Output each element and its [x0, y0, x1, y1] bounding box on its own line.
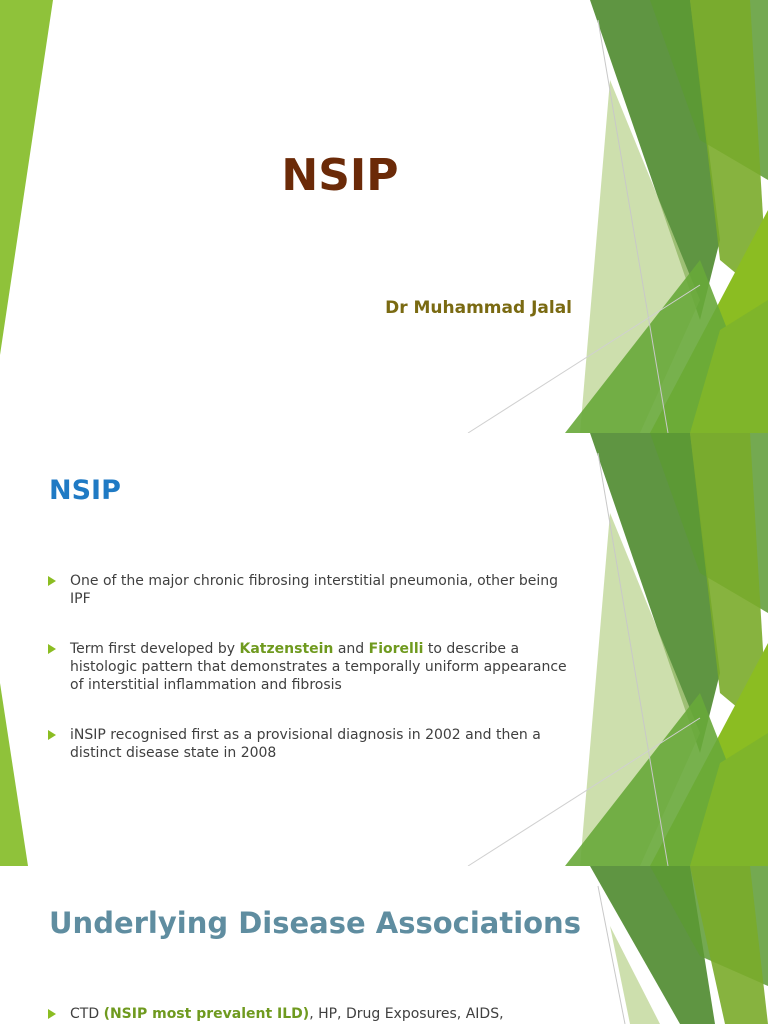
list-item — [48, 726, 568, 762]
bullet-text: CTD — [70, 1006, 104, 1022]
green-facet-decoration — [0, 0, 768, 433]
slide-heading: Underlying Disease Associations — [49, 906, 581, 940]
triangle-bullet-icon — [48, 644, 56, 654]
triangle-bullet-icon — [48, 576, 56, 586]
list-item — [48, 572, 568, 608]
author-name: Dr Muhammad Jalal — [385, 298, 572, 318]
bullet-text: iNSIP recognised first as a provisional diagnosis in 2002 and then a distinct disease state in 2008 — [70, 727, 541, 761]
bullet-text: One of the major chronic fibrosing interstitial pneumonia, other being IPF — [70, 573, 558, 607]
bullet-text: to describe a histologic pattern that demonstrates a temporally uniform appearance of interstitial inflammation and fibrosis — [70, 641, 567, 693]
list-item — [48, 1005, 568, 1023]
triangle-bullet-icon — [48, 730, 56, 740]
triangle-bullet-icon — [48, 1009, 56, 1019]
bullet-text: , HP, Drug Exposures, AIDS, — [309, 1006, 504, 1022]
bullet-text: Term first developed by — [70, 641, 240, 657]
list-item — [48, 640, 568, 694]
presentation-title: NSIP — [281, 150, 399, 201]
highlight-note: (NSIP most prevalent ILD) — [103, 1006, 310, 1022]
bullet-list — [48, 1005, 568, 1023]
green-facet-decoration — [0, 866, 768, 1024]
bullet-text: and — [333, 641, 369, 657]
bullet-list — [48, 572, 568, 762]
disease-associations-slide — [0, 866, 768, 1024]
highlight-author-1: Katzenstein — [239, 641, 334, 657]
title-slide — [0, 0, 768, 433]
highlight-author-2: Fiorelli — [368, 641, 424, 657]
slide-heading: NSIP — [49, 475, 121, 506]
